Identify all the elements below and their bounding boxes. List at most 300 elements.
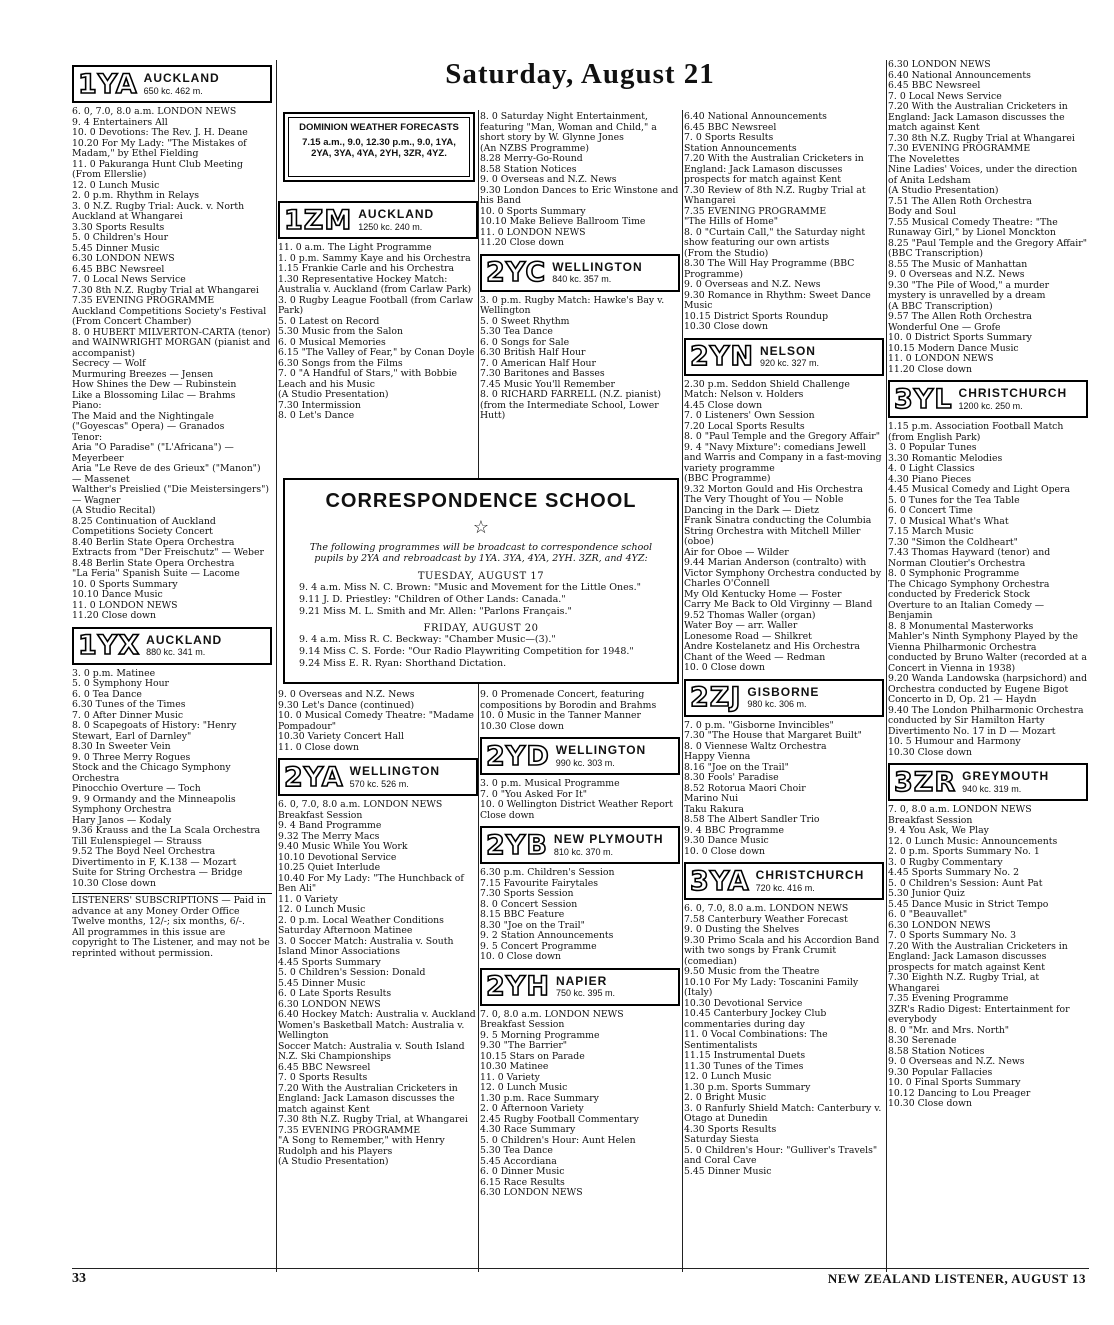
- programme-entry: 5. 0 Children's Session: Donald: [278, 967, 426, 978]
- station-frequency: 570 kc. 526 m.: [349, 778, 409, 789]
- programme-entry: 3ZR's Radio Digest: Entertainment for everybody: [888, 1003, 1070, 1025]
- programme-entry: 9. 4 "Navy Mixture": comedians Jewell and Warris and Company in a fast-moving variety programme: [684, 441, 882, 474]
- correspondence-intro: The following programmes will be broadcast to correspondence school pupils by 2YA and rebroadcast by 1YA. 3YA, 4YA, 2YH. 3ZR, and 4YZ:: [309, 542, 653, 565]
- programme-entry: 5. 0 Children's Hour: [72, 232, 169, 243]
- programme-entry: 6.30 LONDON NEWS: [278, 998, 381, 1010]
- programme-entry: 10. 0 Wellington District Weather Report: [480, 799, 673, 810]
- programme-entry: 7.20 With the Australian Cricketers in England: Jack Lamason discusses prospects for match against Kent: [684, 153, 864, 185]
- programme-entry: Murmuring Breezes — Jensen: [72, 368, 214, 380]
- programme-entry: "A Song to Remember," with Henry Rudolph and his Players: [278, 1135, 445, 1157]
- programme-entry: 9. 0 Overseas and N.Z. News: [278, 690, 415, 700]
- station-frequency: 980 kc. 306 m.: [747, 699, 807, 710]
- programme-entry: Pinocchio Overture — Toch: [72, 783, 201, 794]
- programme-entry: 11. 0 Variety: [278, 893, 338, 905]
- page-title: Saturday, August 21: [445, 58, 715, 90]
- programme-entry: 7.30 8th N.Z. Rugby Trial at Whangarei: [72, 284, 259, 296]
- station-frequency: 880 kc. 341 m.: [146, 647, 206, 658]
- station-banner-3zr: [888, 763, 1088, 801]
- programme-entry: Divertimento No. 17 in D — Mozart: [888, 725, 1056, 737]
- programme-entry: 8. 0 Let's Dance: [278, 410, 355, 421]
- programme-entry: 6.45 BBC Newsreel: [684, 121, 777, 133]
- programme-entry: 2. 0 Afternoon Variety: [480, 1103, 584, 1114]
- programme-entry: 9.40 The London Philharmonic Orchestra conducted by Sir Hamilton Harty: [888, 704, 1084, 726]
- programme-entry: 9.30 Primo Scala and his Accordion Band with two songs by Frank Crumit (comedian): [684, 934, 880, 967]
- station-call: 1ZM: [284, 204, 353, 236]
- programme-entry: 9. 4 Entertainers All: [72, 116, 168, 128]
- programme-entry: 10.40 For My Lady: "The Hunchback of Ben Ali": [278, 872, 464, 894]
- station-call: 2ZJ: [690, 682, 742, 713]
- station-call: 2YA: [284, 761, 344, 793]
- station-call: 3YL: [894, 383, 953, 415]
- station-frequency: 1250 kc. 240 m.: [358, 221, 423, 232]
- programme-entry: 6. 0 Dinner Music: [480, 1166, 565, 1177]
- programme-entry: 8. 0 Scapegoats of History: "Henry Stewart, Earl of Darnley": [72, 720, 237, 742]
- programme-entry: 9. 5 Morning Programme: [480, 1029, 600, 1041]
- weather-text: 7.15 a.m., 9.0, 12.30 p.m., 9.0, 1YA, 2YA, 3YA, 4YA, 2YH, 3ZR, 4YZ.: [302, 137, 456, 159]
- programme-list-2ya: [278, 800, 478, 1168]
- programme-entry: 9. 0 Overseas and N.Z. News: [888, 269, 1025, 280]
- programme-entry: 8. 0 "Curtain Call," the Saturday night show featuring our own artists: [684, 226, 866, 248]
- programme-entry: 11. 0 LONDON NEWS: [72, 599, 178, 611]
- station-banner-2yd: [480, 737, 680, 775]
- programme-entry: 9.30 "The Pile of Wood," a murder mystery is unravelled by a dream: [888, 279, 1050, 301]
- programme-entry: Marino Nui: [684, 793, 739, 804]
- programme-entry: 8.25 Continuation of Auckland Competitions Society Concert: [72, 515, 216, 537]
- programme-entry: 8.52 Rotorua Maori Choir: [684, 782, 806, 794]
- programme-entry: 9. 0 Overseas and N.Z. News: [888, 1056, 1025, 1067]
- station-city: AUCKLAND: [143, 71, 220, 86]
- programme-entry: 3. 0 N.Z. Rugby Trial: Auck. v. North Auckland at Whangarei: [72, 200, 245, 222]
- programme-entry: 9.30 Dance Music: [684, 835, 769, 846]
- programme-entry: 9.36 Krauss and the La Scala Orchestra: [72, 825, 261, 836]
- programme-entry: (A Studio Presentation): [278, 1156, 389, 1167]
- programme-entry: 7. 0 After Dinner Music: [72, 709, 184, 721]
- programme-entry: (BBC Programme): [684, 473, 771, 484]
- programme-entry: 6. 0 Late Sports Results: [278, 988, 392, 999]
- programme-entry: Nine Ladies' Voices, under the direction of Anita Ledsham: [888, 164, 1078, 186]
- programme-entry: 12. 0 Lunch Music: Announcements: [888, 835, 1058, 847]
- programme-entry: 7.30 8th N.Z. Rugby Trial at Whangarei: [888, 132, 1075, 144]
- programme-entry: 7.30 Intermission: [278, 399, 361, 411]
- correspondence-item: 9.21 Miss M. L. Smith and Mr. Allen: "Parlons Français.": [299, 605, 572, 617]
- programme-entry: 8. 0 "Paul Temple and the Gregory Affair": [684, 431, 881, 442]
- programme-entry: 7. 0 Listeners' Own Session: [684, 410, 815, 421]
- programme-entry: 9. 0 Dusting the Shelves: [684, 924, 800, 935]
- programme-entry: 9.30 Popular Fallacies: [888, 1066, 993, 1078]
- programme-entry: 8.58 The Albert Sandler Trio: [684, 814, 820, 825]
- programme-list-3zr: [888, 805, 1088, 1110]
- programme-entry: 7.20 With the Australian Cricketers in England: Jack Lamason discusses prospects for match against Kent: [888, 940, 1068, 973]
- programme-entry: 10.30 Close down: [480, 720, 564, 732]
- programme-entry: Body and Soul: [888, 206, 956, 217]
- programme-entry: 11. 0 Close down: [278, 741, 360, 753]
- programme-entry: 6.30 LONDON NEWS: [72, 253, 175, 264]
- programme-entry: LISTENERS' SUBSCRIPTIONS — Paid in advance at any Money Order Office Twelve months, 12/-; six months, 6/-.: [72, 895, 266, 927]
- programme-entry: Breakfast Session: [278, 809, 363, 821]
- programme-entry: 7.30 Eighth N.Z. Rugby Trial, at Whangarei: [888, 972, 1040, 994]
- programme-entry: 2. 0 Bright Music: [684, 1092, 767, 1103]
- programme-entry: "La Feria" Spanish Suite — Lacome: [72, 568, 240, 579]
- weather-heading: DOMINION WEATHER FORECASTS: [299, 122, 459, 133]
- programme-entry: 6.30 LONDON NEWS: [888, 919, 991, 931]
- programme-entry: 7.43 Thomas Hayward (tenor) and Norman Cloutier's Orchestra: [888, 547, 1051, 569]
- programme-entry: 7. 0 Sports Summary No. 3: [888, 930, 1017, 941]
- programme-entry: 7.20 With the Australian Cricketers in England: Jack Lamason discusses the match against Kent: [888, 101, 1068, 133]
- programme-entry: Close down: [480, 809, 535, 821]
- programme-entry: 11.20 Close down: [480, 237, 564, 248]
- programme-entry: 5. 0 Children's Hour: Aunt Helen: [480, 1134, 636, 1146]
- station-banner-3ya: [684, 862, 884, 900]
- programme-entry: 10. 5 Humour and Harmony: [888, 736, 1021, 747]
- programme-entry: 6. 0, 7.0, 8.0 a.m. LONDON NEWS: [684, 903, 849, 914]
- programme-entry: Wonderful One — Grofe: [888, 321, 1001, 333]
- programme-entry: 9. 5 Concert Programme: [480, 940, 597, 952]
- programme-list-2yd: [480, 779, 680, 821]
- station-city: WELLINGTON: [555, 743, 647, 758]
- programme-entry: 3. 0 Popular Tunes: [888, 442, 977, 453]
- station-banner-2yh: [480, 968, 680, 1006]
- programme-entry: 7.35 Evening Programme: [888, 993, 1009, 1004]
- programme-entry: 11. 0 a.m. The Light Programme: [278, 242, 432, 253]
- programme-entry: 7.15 March Music: [888, 526, 974, 537]
- programme-entry: 10.15 District Sports Roundup: [684, 310, 829, 322]
- programme-entry: 6.45 BBC Newsreel: [278, 1061, 371, 1073]
- programme-entry: 2.45 Rugby Football Commentary: [480, 1113, 639, 1125]
- programme-list-2yc-continued: [480, 690, 680, 732]
- programme-entry: 8.28 Merry-Go-Round: [480, 153, 583, 164]
- programme-entry: 6. 0 Musical Memories: [278, 336, 386, 348]
- programme-entry: 9. 4 Band Programme: [278, 820, 382, 831]
- programme-entry: 3.30 Sports Results: [72, 221, 165, 233]
- programme-entry: Station Announcements: [684, 142, 797, 154]
- programme-list-3ya-continued: [888, 60, 1088, 375]
- programme-entry: 9. 0 Overseas and N.Z. News: [684, 279, 821, 290]
- station-banner-2yc: [480, 254, 680, 292]
- correspondence-item: 9.24 Miss E. R. Ryan: Shorthand Dictation.: [299, 658, 507, 670]
- programme-entry: 4.30 Sports Results: [684, 1123, 777, 1135]
- column-1: [72, 60, 272, 959]
- programme-entry: All programmes in this issue are copyright to The Listener, and may not be reprinted without permission.: [72, 926, 270, 959]
- star-icon: ☆: [472, 517, 490, 538]
- column-3: [480, 112, 680, 422]
- programme-entry: 10.15 Stars on Parade: [480, 1050, 585, 1062]
- programme-entry: 3. 0 p.m. Rugby Match: Hawke's Bay v. Wellington: [480, 294, 665, 316]
- programme-entry: 3. 0 p.m. Musical Programme: [480, 778, 620, 789]
- programme-entry: 6.30 Songs from the Films: [278, 357, 403, 369]
- station-banner-1yx: [72, 627, 272, 665]
- station-frequency: 940 kc. 319 m.: [962, 783, 1022, 794]
- programme-entry: 10.25 Quiet Interlude: [278, 862, 381, 873]
- programme-entry: 8. 0 Saturday Night Entertainment, featuring "Man, Woman and Child," a short story by W. Glynne Jones: [480, 112, 657, 143]
- programme-entry: Stock and the Chicago Symphony Orchestra: [72, 762, 231, 784]
- programme-entry: 6.30 Tunes of the Times: [72, 699, 186, 710]
- programme-entry: Aria "Le Reve de des Grieux" ("Manon") — Massenet: [72, 463, 261, 485]
- programme-entry: 6.15 Race Results: [480, 1176, 565, 1188]
- programme-entry: 6.45 BBC Newsreel: [888, 80, 981, 91]
- programme-entry: (A Studio Recital): [72, 505, 156, 516]
- programme-entry: 5. 0 Latest on Record: [278, 315, 380, 327]
- programme-entry: 10.12 Dancing to Lou Preager: [888, 1087, 1031, 1099]
- programme-entry: 7. 0 p.m. "Gisborne Invincibles": [684, 719, 834, 731]
- programme-entry: 10.30 Close down: [888, 746, 972, 758]
- programme-entry: 5. 0 Tunes for the Tea Table: [888, 494, 1020, 506]
- programme-entry: 6.30 British Half Hour: [480, 347, 586, 358]
- programme-entry: 12. 0 Lunch Music: [684, 1071, 772, 1082]
- programme-entry: 10. 0 Devotions: The Rev. J. H. Deane: [72, 127, 248, 138]
- programme-entry: Frank Sinatra conducting the Columbia String Orchestra with Mitchell Miller (oboe): [684, 515, 872, 547]
- programme-entry: 8. 0 Concert Session: [480, 898, 578, 910]
- programme-entry: 3. 0 Ranfurly Shield Match: Canterbury v. Otago at Dunedin: [684, 1102, 882, 1124]
- programme-entry: Women's Basketball Match: Australia v. Wellington: [278, 1019, 465, 1041]
- column-4: [684, 112, 884, 1177]
- programme-entry: 4.45 Sports Summary: [278, 956, 381, 968]
- programme-entry: 9.32 Morton Gould and His Orchestra: [684, 483, 863, 495]
- programme-entry: 7.15 Favourite Fairytales: [480, 877, 599, 889]
- station-call: 2YD: [486, 740, 550, 772]
- programme-entry: 1. 0 p.m. Sammy Kaye and his Orchestra: [278, 252, 471, 264]
- station-call: 3ZR: [894, 766, 957, 798]
- station-call: 2YH: [486, 971, 550, 1002]
- programme-entry: 11.20 Close down: [72, 610, 156, 621]
- programme-entry: Saturday Siesta: [684, 1134, 759, 1145]
- programme-entry: (A BBC Transcription): [888, 300, 993, 312]
- programme-entry: 5.30 Music from the Salon: [278, 326, 403, 337]
- programme-entry: 6. 0 Tea Dance: [72, 688, 142, 700]
- programme-entry: 9. 2 Station Announcements: [480, 930, 614, 941]
- programme-entry: 9. 9 Ormandy and the Minneapolis Symphony Orchestra: [72, 793, 236, 815]
- programme-entry: 7. 0 "A Handful of Stars," with Bobbie Leach and his Music: [278, 368, 458, 390]
- station-banner-3yl: [888, 380, 1088, 418]
- programme-entry: Piano:: [72, 400, 102, 411]
- programme-entry: 10.30 Matinee: [480, 1061, 549, 1072]
- programme-entry: 9. 4 BBC Programme: [684, 824, 784, 836]
- station-banner-1zm: [278, 201, 478, 239]
- station-city: AUCKLAND: [146, 632, 223, 647]
- correspondence-heading: CORRESPONDENCE SCHOOL: [325, 490, 637, 512]
- correspondence-day: TUESDAY, AUGUST 17: [417, 570, 545, 582]
- programme-entry: Divertimento in F, K.138 — Mozart: [72, 856, 237, 868]
- programme-entry: Mahler's Ninth Symphony Played by the Vienna Philharmonic Orchestra conducted by Bruno Walter (recorded at a Concert in Vienna in 1938): [888, 631, 1087, 674]
- station-frequency: 720 kc. 416 m.: [755, 882, 815, 893]
- programme-entry: 3. 0 p.m. Matinee: [72, 667, 156, 679]
- programme-entry: The Very Thought of You — Noble: [684, 494, 844, 505]
- programme-entry: 8.40 Berlin State Opera Orchestra: [72, 536, 235, 548]
- station-call: 2YC: [486, 257, 547, 288]
- station-call: 1YA: [78, 68, 138, 100]
- programme-entry: Like a Blossoming Lilac — Brahms: [72, 389, 236, 401]
- programme-entry: Extracts from "Der Freischutz" — Weber: [72, 547, 264, 558]
- programme-entry: 10. 0 Close down: [480, 951, 562, 962]
- programme-list-2yn: [684, 380, 884, 674]
- correspondence-item: 9.14 Miss C. S. Forde: "Our Radio Playwriting Competition for 1948.": [299, 646, 634, 658]
- programme-entry: 4.30 Piano Pieces: [888, 473, 972, 485]
- programme-entry: 5. 0 Children's Hour: "Gulliver's Travels" and Coral Cave: [684, 1144, 878, 1166]
- programme-entry: 8.30 Serenade: [888, 1035, 957, 1046]
- programme-entry: 5.30 Tea Dance: [480, 326, 553, 337]
- programme-entry: 10.15 Modern Dance Music: [888, 342, 1019, 354]
- station-frequency: 810 kc. 370 m.: [553, 846, 613, 857]
- programme-entry: 1.15 p.m. Association Football Match (from English Park): [888, 421, 1064, 443]
- programme-entry: 8.48 Berlin State Opera Orchestra: [72, 557, 235, 569]
- programme-entry: (From Concert Chamber): [72, 316, 192, 327]
- station-city: AUCKLAND: [358, 207, 435, 222]
- programme-entry: 7. 0 American Half Hour: [480, 357, 596, 369]
- programme-entry: 7. 0, 8.0 a.m. LONDON NEWS: [480, 1008, 624, 1020]
- programme-entry: 10. 0 Musical Comedy Theatre: "Madame Pompadour": [278, 710, 474, 732]
- programme-entry: 6.40 National Announcements: [684, 112, 827, 122]
- programme-entry: 7.35 EVENING PROGRAMME: [684, 205, 827, 217]
- programme-entry: Suite for String Orchestra — Bridge: [72, 867, 243, 878]
- programme-entry: 7.55 Musical Comedy Theatre: "The Runaway Girl," by Lionel Monckton: [888, 216, 1058, 238]
- programme-entry: Taku Rakura: [684, 803, 744, 815]
- programme-entry: 7.35 EVENING PROGRAMME: [278, 1124, 421, 1136]
- subscription-notice: [72, 893, 272, 959]
- programme-entry: 3.30 Romantic Melodies: [888, 452, 1003, 464]
- column-2: [278, 196, 478, 422]
- programme-entry: 12. 0 Lunch Music: [278, 904, 366, 915]
- correspondence-item: 9. 4 a.m. Miss N. C. Brown: "Music and Movement for the Little Ones.": [299, 581, 642, 593]
- programme-entry: 4.45 Sports Summary No. 2: [888, 867, 1020, 878]
- programme-entry: 8.30 In Sweeter Vein: [72, 741, 171, 752]
- programme-entry: Happy Vienna: [684, 751, 751, 762]
- programme-list-1zm: [278, 243, 478, 422]
- correspondence-item: 9. 4 a.m. Miss R. C. Beckway: "Chamber Music—(3).": [299, 634, 556, 646]
- programme-list-2yh: [480, 1010, 680, 1199]
- programme-entry: Soccer Match: Australia v. South Island: [278, 1040, 465, 1052]
- station-frequency: 840 kc. 357 m.: [552, 274, 612, 285]
- station-frequency: 990 kc. 303 m.: [555, 757, 615, 768]
- programme-entry: 1.30 Representative Hockey Match: Australia v. Auckland (from Carlaw Park): [278, 273, 472, 295]
- programme-entry: 5.30 Tea Dance: [480, 1145, 553, 1156]
- programme-entry: 2. 0 p.m. Rhythm in Relays: [72, 190, 200, 201]
- programme-entry: 7. 0, 8.0 a.m. LONDON NEWS: [888, 804, 1032, 815]
- programme-entry: Auckland Competitions Society's Festival: [72, 305, 267, 317]
- programme-entry: Overture to an Italian Comedy — Benjamin: [888, 599, 1045, 621]
- programme-entry: 8.30 "Joe on the Trail": [480, 919, 585, 931]
- programme-entry: 7.20 Local Sports Results: [684, 420, 805, 432]
- programme-entry: 7.20 With the Australian Cricketers in England: Jack Lamason discusses the match against Kent: [278, 1082, 458, 1115]
- programme-entry: Secrecy — Wolf: [72, 358, 146, 369]
- programme-list-1yx: [72, 669, 272, 890]
- programme-entry: Air for Oboe — Wilder: [684, 546, 789, 558]
- programme-entry: 6.30 p.m. Children's Session: [480, 867, 615, 878]
- programme-entry: 8. 0 Symphonic Programme: [888, 568, 1020, 579]
- programme-entry: 8.16 "Joe on the Trail": [684, 761, 789, 773]
- programme-entry: 5.45 Dinner Music: [72, 242, 160, 254]
- programme-entry: 8. 0 RICHARD FARRELL (N.Z. pianist) (from the Intermediate School, Lower Hutt): [480, 389, 662, 421]
- programme-entry: 1.30 p.m. Sports Summary: [684, 1081, 811, 1093]
- programme-entry: 6.45 BBC Newsreel: [72, 263, 165, 275]
- station-city: WELLINGTON: [552, 259, 643, 274]
- programme-entry: 7. 0 Sports Results: [684, 132, 774, 143]
- programme-entry: 10.10 Devotional Service: [278, 851, 397, 863]
- station-city: CHRISTCHURCH: [755, 868, 865, 883]
- station-banner-2yb: [480, 826, 680, 864]
- programme-entry: (A Studio Presentation): [278, 389, 389, 400]
- programme-entry: 2. 0 p.m. Sports Summary No. 1: [888, 846, 1040, 857]
- programme-entry: 6.40 National Announcements: [888, 69, 1031, 81]
- programme-entry: 10.20 For My Lady: "The Mistakes of Madam," by Ethel Fielding: [72, 137, 247, 159]
- programme-entry: 4.45 Close down: [684, 399, 763, 411]
- programme-entry: 7. 0 "You Asked For It": [480, 788, 587, 800]
- programme-entry: 6. 0 "Beauvallet": [888, 909, 968, 920]
- programme-entry: 5. 0 Symphony Hour: [72, 678, 169, 689]
- correspondence-day: FRIDAY, AUGUST 20: [423, 623, 539, 635]
- programme-entry: 9. 0 Overseas and N.Z. News: [480, 174, 617, 185]
- programme-entry: 10.30 Variety Concert Hall: [278, 731, 404, 742]
- programme-entry: 8. 8 Monumental Masterworks: [888, 620, 1034, 632]
- programme-entry: 4.30 Race Summary: [480, 1124, 576, 1135]
- programme-entry: 10. 0 Close down: [684, 662, 766, 673]
- programme-entry: 1.15 Frankie Carle and his Orchestra: [278, 263, 455, 274]
- programme-entry: How Shines the Dew — Rubinstein: [72, 379, 237, 390]
- programme-entry: 9.20 Wanda Landowska (harpsichord) and Orchestra conducted by Eugene Bigot: [888, 673, 1088, 695]
- programme-entry: 4. 0 Light Classics: [888, 463, 975, 474]
- programme-entry: 9.30 London Dances to Eric Winstone and his Band: [480, 184, 679, 206]
- programme-entry: Concerto in D, Op. 21 — Haydn: [888, 694, 1037, 705]
- programme-list-2yb: [480, 868, 680, 963]
- station-call: 2YB: [486, 829, 548, 861]
- correspondence-school-box: [283, 478, 679, 684]
- programme-entry: Carry Me Back to Old Virginny — Bland: [684, 599, 873, 610]
- programme-entry: 9.50 Music from the Theatre: [684, 966, 820, 977]
- programme-entry: 8.55 The Music of Manhattan: [888, 258, 1028, 270]
- station-frequency: 750 kc. 395 m.: [555, 988, 615, 999]
- programme-entry: 8. 0 HUBERT MILVERTON-CARTA (tenor) and WAINWRIGHT MORGAN (pianist and accompanist): [72, 326, 271, 359]
- programme-entry: 7. 0 Local News Service: [888, 90, 1002, 102]
- programme-entry: (From the Studio): [684, 247, 769, 259]
- programme-entry: 12. 0 Lunch Music: [480, 1082, 568, 1093]
- correspondence-item: 9.11 J. D. Priestley: "Children of Other Lands: Canada.": [299, 593, 566, 605]
- programme-list-3ya: [684, 904, 884, 1177]
- journal-footer: NEW ZEALAND LISTENER, AUGUST 13: [827, 1271, 1086, 1286]
- programme-entry: 11.15 Instrumental Duets: [684, 1050, 806, 1061]
- station-frequency: 650 kc. 462 m.: [143, 85, 203, 96]
- programme-entry: 7.30 Sports Session: [480, 888, 574, 899]
- station-city: GISBORNE: [747, 684, 820, 699]
- programme-entry: 2. 0 p.m. Local Weather Conditions: [278, 914, 444, 926]
- programme-entry: 9.40 Music While You Work: [278, 841, 408, 852]
- page-number: 33: [72, 1271, 86, 1286]
- programme-entry: 4.45 Musical Comedy and Light Opera: [888, 484, 1071, 495]
- programme-entry: Till Eulenspiegel — Strauss: [72, 835, 202, 847]
- programme-entry: 7.30 Review of 8th N.Z. Rugby Trial at Whangarei: [684, 184, 866, 206]
- programme-entry: 6.40 Hockey Match: Australia v. Auckland: [278, 1009, 476, 1020]
- programme-entry: 9.30 Let's Dance (continued): [278, 699, 415, 711]
- programme-entry: 9. 0 Three Merry Rogues: [72, 751, 191, 763]
- programme-entry: 9. 0 Promenade Concert, featuring compositions by Borodin and Brahms: [480, 690, 657, 711]
- programme-entry: 9.30 Romance in Rhythm: Sweet Dance Music: [684, 289, 871, 311]
- programme-entry: 7. 0 Musical What's What: [888, 515, 1009, 527]
- programme-entry: The Maid and the Nightingale ("Goyescas" Opera) — Granados: [72, 410, 225, 432]
- programme-entry: 11.30 Tunes of the Times: [684, 1060, 804, 1072]
- programme-entry: 6. 0, 7.0, 8.0 a.m. LONDON NEWS: [72, 106, 237, 117]
- station-banner-2zj: [684, 679, 884, 717]
- programme-entry: 1.30 p.m. Race Summary: [480, 1092, 599, 1104]
- programme-entry: 6.30 LONDON NEWS: [480, 1187, 583, 1198]
- programme-entry: (A Studio Presentation): [888, 185, 999, 196]
- programme-entry: 5.45 Dance Music in Strict Tempo: [888, 898, 1049, 910]
- programme-entry: 9.52 The Boyd Neel Orchestra: [72, 846, 216, 857]
- station-banner-1ya: [72, 65, 272, 103]
- programme-list-3yl: [888, 422, 1088, 758]
- station-city: NELSON: [759, 343, 816, 358]
- programme-entry: 8.58 Station Notices: [480, 163, 577, 175]
- programme-entry: 9.32 The Merry Macs: [278, 830, 380, 842]
- programme-entry: (BBC Transcription): [888, 248, 983, 259]
- programme-entry: 10.10 For My Lady: Toscanini Family (Italy): [684, 976, 859, 998]
- programme-entry: Tenor:: [72, 431, 103, 443]
